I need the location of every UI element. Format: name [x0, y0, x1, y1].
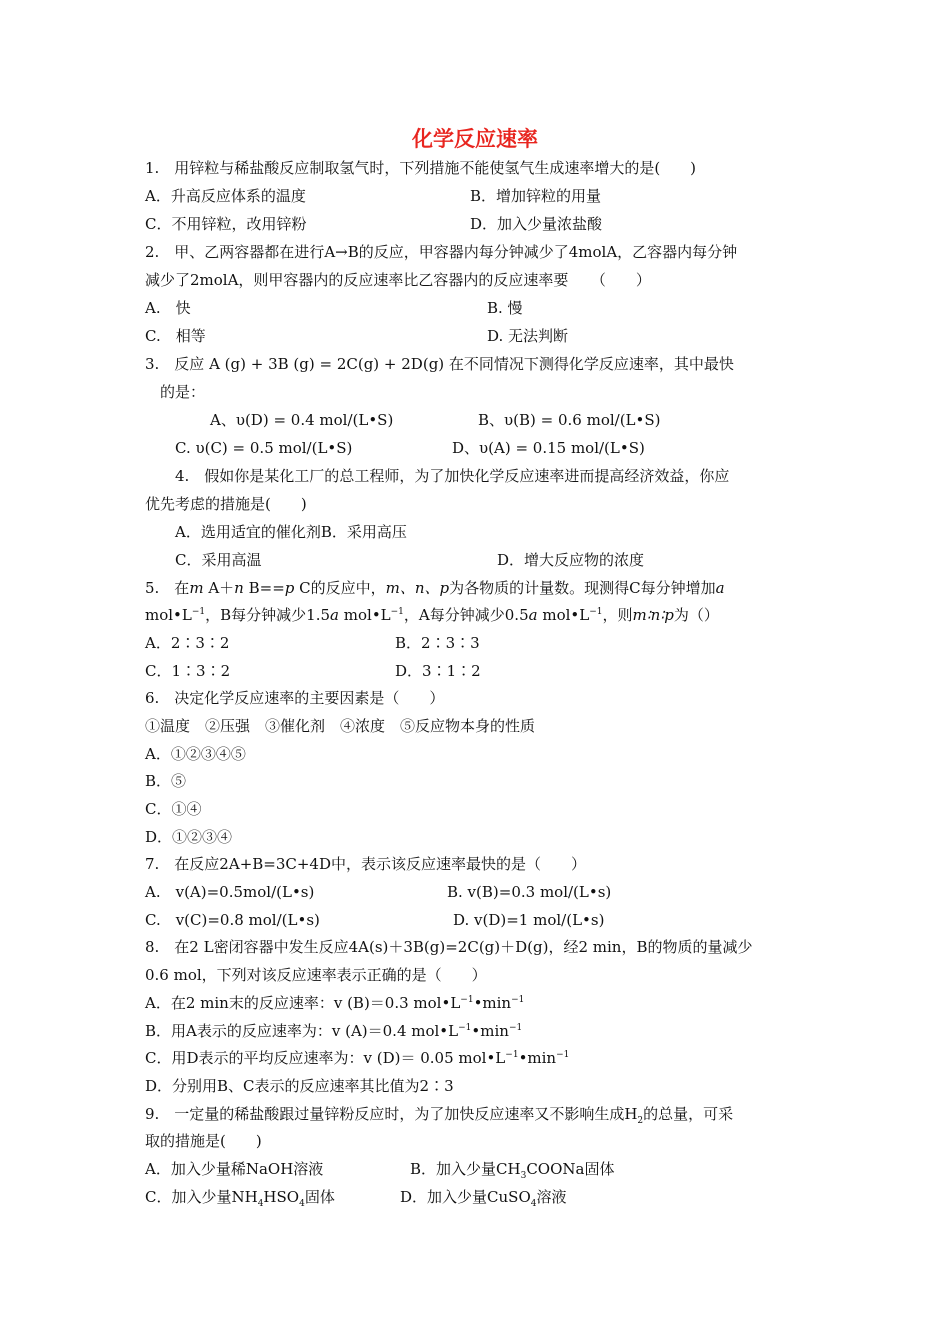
q8-c-sup-1: −1: [505, 1050, 519, 1060]
q8-b-sup-1: −1: [458, 1023, 472, 1033]
question-6-stem: 6. 决定化学反应速率的主要因素是（ ）: [145, 689, 445, 707]
q2-option-a: A. 快: [145, 299, 191, 317]
question-7-stem: 7. 在反应2A+B=3C+4D中，表示该反应速率最快的是（ ）: [145, 855, 587, 873]
q7-option-b: B. v(B)=0.3 mol/(L•s): [447, 883, 612, 901]
q5-num: 5. 在: [145, 579, 190, 597]
q8-option-c: [145, 1048, 569, 1068]
q5-unit-1: mol•L: [145, 606, 192, 624]
q7-option-d: D. v(D)=1 mol/(L•s): [453, 911, 605, 929]
q9-d-2: 溶液: [536, 1188, 567, 1206]
q1-option-b: B．增加锌粒的用量: [470, 187, 602, 205]
q9-d-sub: 4: [530, 1199, 537, 1209]
q9-c-sub-1: 4: [257, 1199, 264, 1209]
q5-a-plus: A＋: [203, 579, 235, 597]
q5-c-rest: C的反应中，: [294, 579, 386, 597]
q9-option-b: [410, 1159, 614, 1179]
q9-h2-sub: 2: [637, 1116, 644, 1126]
question-2-stem-line2: 减少了2molA，则甲容器内的反应速率比乙容器内的反应速率要 （ ）: [145, 271, 651, 289]
q2-option-c: C. 相等: [145, 327, 206, 345]
q8-b-sup-2: −1: [508, 1023, 523, 1033]
q5-then: ，则: [602, 606, 633, 624]
q5-var-a-3: a: [528, 606, 538, 624]
q6-option-d: D．①②③④: [145, 828, 233, 846]
q9-option-c: [145, 1187, 335, 1207]
q8-option-a-text: A．在2 min末的反应速率：v (B)＝0.3 mol•L: [145, 994, 461, 1012]
question-2-stem-line1: 2. 甲、乙两容器都在进行A→B的反应，甲容器内每分钟减少了4molA，乙容器内每分钟: [145, 243, 738, 261]
q7-option-c: C. v(C)=0.8 mol/(L•s): [145, 911, 320, 929]
q6-factors: ①温度 ②压强 ③催化剂 ④浓度 ⑤反应物本身的性质: [145, 717, 536, 735]
q4-option-c: C．采用高温: [175, 551, 262, 569]
q3-option-c: C. υ(C) = 0.5 mol/(L•S): [175, 439, 353, 457]
question-9-stem-line1: [145, 1104, 733, 1124]
q5-ask: 为（）: [673, 606, 719, 624]
q9-b-2: COONa固体: [526, 1160, 615, 1178]
q5-var-m: m: [189, 579, 204, 597]
q4-option-d: D．增大反应物的浓度: [497, 551, 645, 569]
page-title: 化学反应速率: [412, 127, 538, 151]
q5-ratio: m∶n∶p: [632, 606, 674, 624]
question-5-stem-line2: [145, 605, 719, 625]
q9-c-1: C．加入少量NH: [145, 1188, 258, 1206]
q4-option-ab: A．选用适宜的催化剂B．采用高压: [175, 523, 407, 541]
q5-rest1: 为各物质的计量数。现测得C每分钟增加: [449, 579, 716, 597]
q5-var-a: a: [715, 579, 725, 597]
q9-c-2: HSO: [263, 1188, 300, 1206]
q3-option-b: B、υ(B) = 0.6 mol/(L•S): [478, 411, 661, 429]
q8-c-sup-2: −1: [556, 1050, 570, 1060]
q1-option-a: A．升高反应体系的温度: [145, 187, 306, 205]
q8-option-b: [145, 1021, 522, 1041]
q5-mnp: m、n、p: [385, 579, 450, 597]
q3-option-a: A、υ(D) = 0.4 mol/(L•S): [210, 411, 394, 429]
q5-option-c: C．1∶3∶2: [145, 662, 231, 680]
question-4-stem-line2: 优先考虑的措施是( ): [145, 495, 307, 513]
q1-option-d: D．加入少量浓盐酸: [470, 215, 603, 233]
q5-option-a: A．2∶3∶2: [145, 634, 230, 652]
q2-option-d: D. 无法判断: [487, 327, 569, 345]
q9-option-d: [400, 1187, 567, 1207]
q5-unit-2: mol•L: [339, 606, 391, 624]
q2-option-b: B. 慢: [487, 299, 523, 317]
q8-b-min: •min: [471, 1022, 509, 1040]
q5-sup-3: −1: [589, 607, 603, 617]
q8-option-d: D．分别用B、C表示的反应速率其比值为2∶3: [145, 1077, 454, 1095]
q9-c-sub-2: 4: [299, 1199, 305, 1209]
question-8-stem-line2: 0.6 mol，下列对该反应速率表示正确的是（ ）: [145, 966, 487, 984]
question-8-stem-line1: 8. 在2 L密闭容器中发生反应4A(s)＋3B(g)=2C(g)＋D(g)，经2 min，B的物质的量减少: [145, 938, 753, 956]
q6-option-c: C．①④: [145, 800, 202, 818]
q8-a-sup-1: −1: [460, 995, 474, 1005]
q5-var-n: n: [234, 579, 244, 597]
q9-stem-1a: 9. 一定量的稀盐酸跟过量锌粉反应时，为了加快反应速率又不影响生成H: [145, 1105, 638, 1123]
q5-option-d: D．3∶1∶2: [395, 662, 481, 680]
q9-b-1: B．加入少量CH: [410, 1160, 521, 1178]
question-4-stem-line1: 4. 假如你是某化工厂的总工程师，为了加快化学反应速率进而提高经济效益，你应: [175, 467, 730, 485]
q3-option-d: D、υ(A) = 0.15 mol/(L•S): [452, 439, 645, 457]
q8-option-a: [145, 993, 524, 1013]
q5-sup-1: −1: [191, 607, 206, 617]
q5-var-p: p: [284, 579, 295, 597]
q9-option-a: A．加入少量稀NaOH溶液: [145, 1160, 324, 1178]
q5-option-b: B．2∶3∶3: [395, 634, 480, 652]
q9-c-3: 固体: [304, 1188, 335, 1206]
q5-sup-2: −1: [390, 607, 404, 617]
q6-option-a: A．①②③④⑤: [145, 745, 246, 763]
question-3-stem-line1: 3. 反应 A (g) + 3B (g) = 2C(g) + 2D(g) 在不同情况下测得化学反应速率，其中最快: [145, 355, 734, 373]
question-9-stem-line2: 取的措施是( ): [145, 1132, 262, 1150]
q6-option-b: B．⑤: [145, 772, 187, 790]
question-3-stem-line2: 的是：: [160, 383, 206, 401]
q7-option-a: A. v(A)=0.5mol/(L•s): [145, 883, 315, 901]
q9-b-sub: 3: [520, 1171, 527, 1181]
q9-d-1: D．加入少量CuSO: [400, 1188, 531, 1206]
q8-option-b-text: B．用A表示的反应速率为：v (A)＝0.4 mol•L: [145, 1022, 459, 1040]
q5-b-text: ，B每分钟减少1.5: [205, 606, 331, 624]
q5-b-eq: B==: [243, 579, 285, 597]
q5-a-text: ，A每分钟减少0.5: [403, 606, 529, 624]
q5-unit-3: mol•L: [537, 606, 590, 624]
q5-var-a-2: a: [330, 606, 339, 624]
question-5-stem-line1: [145, 578, 725, 598]
q1-option-c: C．不用锌粒，改用锌粉: [145, 215, 307, 233]
q9-stem-1b: 的总量，可采: [643, 1105, 734, 1123]
q8-a-min: •min: [473, 994, 512, 1012]
q8-c-min: •min: [518, 1049, 557, 1067]
q8-option-c-text: C．用D表示的平均反应速率为：v (D)＝ 0.05 mol•L: [145, 1049, 506, 1067]
question-1-stem: 1. 用锌粒与稀盐酸反应制取氢气时，下列措施不能使氢气生成速率增大的是( ): [145, 159, 697, 177]
q8-a-sup-2: −1: [511, 995, 525, 1005]
